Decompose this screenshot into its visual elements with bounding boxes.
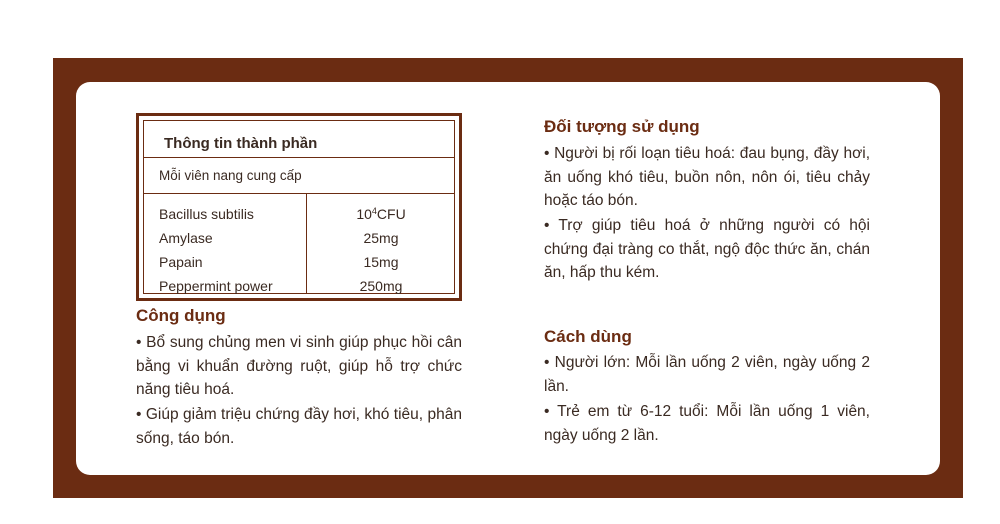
ingredients-subtitle: Mỗi viên nang cung cấp (159, 168, 302, 183)
uses-title: Công dụng (136, 306, 226, 325)
ingredient-value: 250mg (359, 278, 403, 294)
ingredient-value-base: 10 (356, 206, 372, 222)
uses-item: • Giúp giảm triệu chứng đầy hơi, khó tiêu, phân sống, táo bón. (136, 406, 462, 447)
uses-item: • Bổ sung chủng men vi sinh giúp phục hồi cân bằng vi khuẩn đường ruột, giúp hỗ trợ chức năng tiêu hoá. (136, 334, 462, 398)
ingredient-value (306, 206, 456, 222)
ingredients-divider-mid (144, 193, 454, 194)
target-item: • Người bị rối loạn tiêu hoá: đau bụng, đầy hơi, ăn uống khó tiêu, buồn nôn, nôn ói, tiêu chảy hoặc táo bón. (544, 145, 870, 209)
ingredient-name: Papain (159, 254, 203, 270)
ingredient-name: Amylase (159, 230, 213, 246)
ingredient-row (144, 230, 454, 254)
ingredients-table-inner (143, 120, 455, 294)
ingredient-value-exponent: 4 (371, 206, 377, 216)
ingredient-name: Peppermint power (159, 278, 273, 294)
ingredients-divider-top (144, 157, 454, 158)
ingredient-value: 25mg (363, 230, 399, 246)
ingredient-row (144, 254, 454, 278)
usage-title: Cách dùng (544, 327, 632, 346)
ingredients-table (136, 113, 462, 301)
ingredient-value-unit: CFU (376, 206, 406, 222)
target-item: • Trợ giúp tiêu hoá ở những người có hội chứng đại tràng co thắt, ngộ độc thức ăn, chán ăn, hấp thu kém. (544, 217, 870, 281)
usage-item: • Trẻ em từ 6-12 tuổi: Mỗi lần uống 1 viên, ngày uống 2 lần. (544, 403, 870, 444)
usage-item: • Người lớn: Mỗi lần uống 2 viên, ngày uống 2 lần. (544, 354, 870, 395)
ingredient-row (144, 206, 454, 230)
ingredient-value: 15mg (363, 254, 399, 270)
ingredient-name: Bacillus subtilis (159, 206, 254, 222)
ingredients-title: Thông tin thành phần (164, 135, 318, 152)
target-title: Đối tượng sử dụng (544, 117, 700, 136)
ingredient-row (144, 278, 454, 302)
